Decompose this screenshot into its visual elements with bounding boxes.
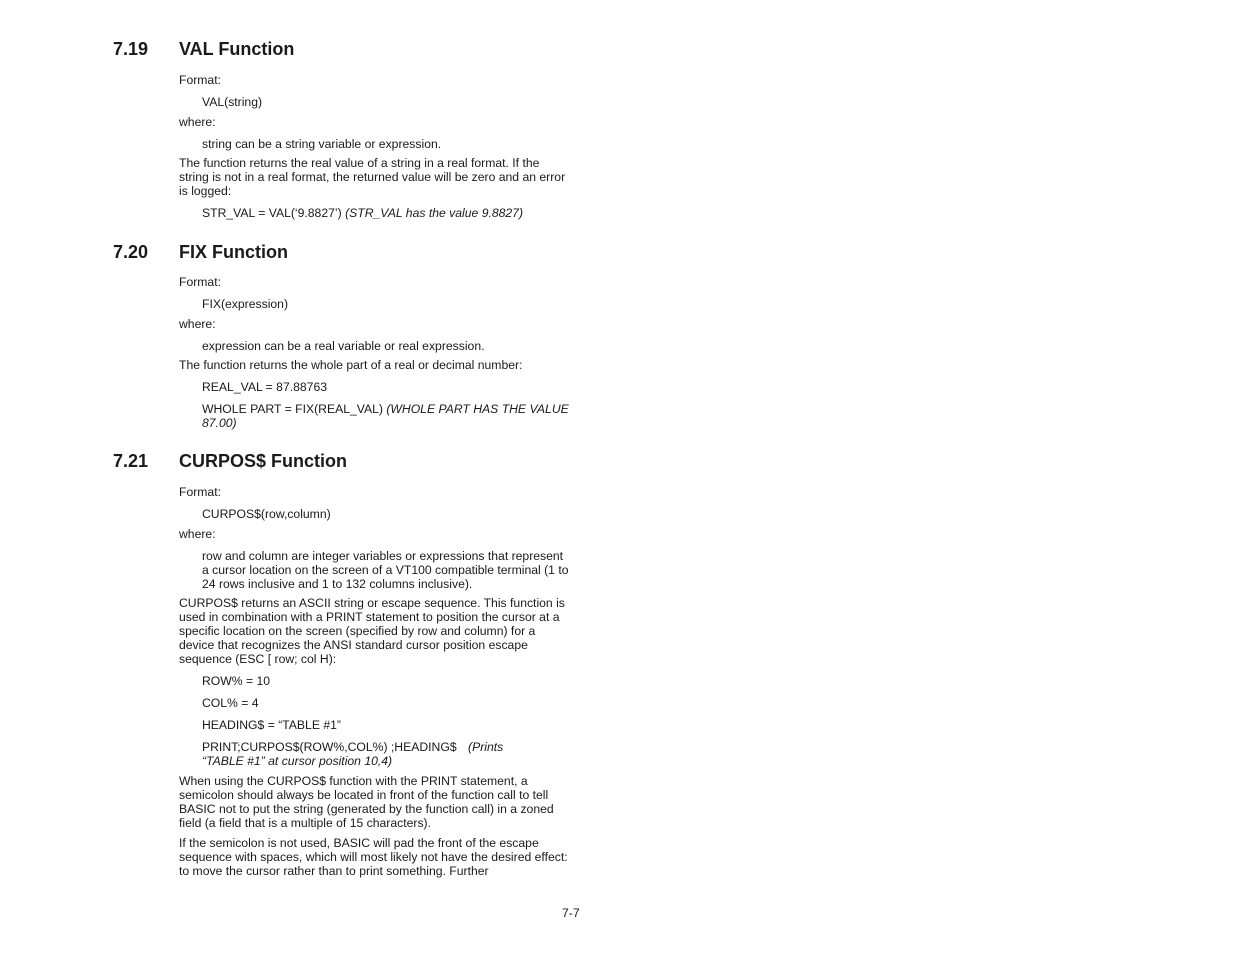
page-number: 7-7 (562, 906, 580, 920)
section-number: 7.19 (113, 39, 149, 59)
description-paragraph: CURPOS$ returns an ASCII string or escape sequence. This function is used in combination with a PRINT statement to position the cursor at a specific location on the screen (specified by row and column) for a device that recognizes the ANSI standard cursor position escape sequence (ESC [ row; col H): (179, 596, 565, 666)
example-line (202, 206, 523, 220)
example-line: REAL_VAL = 87.88763 (202, 380, 328, 394)
description-paragraph: The function returns the real value of a string in a real format. If the string is not in a real format, the returned value will be zero and an error is logged: (179, 156, 566, 198)
format-label: Format: (179, 275, 221, 289)
body-paragraph: If the semicolon is not used, BASIC will pad the front of the escape sequence with spaces, which will most likely not have the desired effect: to move the cursor rather than to print something. Further (179, 836, 568, 878)
example-comment: (STR_VAL has the value 9.8827) (345, 206, 524, 220)
format-label: Format: (179, 485, 221, 499)
example-code: WHOLE PART = FIX(REAL_VAL) (202, 402, 383, 416)
example-line: ROW% = 10 (202, 674, 271, 688)
example-line (202, 740, 522, 768)
example-code: PRINT;CURPOS$(ROW%,COL%) ;HEADING$ (202, 740, 457, 754)
body-paragraph: When using the CURPOS$ function with the PRINT statement, a semicolon should always be located in front of the function call to tell BASIC not to put the string (generated by the function call) in a zoned field (a field that is a multiple of 15 characters). (179, 774, 554, 830)
where-text: row and column are integer variables or expressions that represent a cursor location on the screen of a VT100 compatible terminal (1 to 24 rows inclusive and 1 to 132 columns inclusive). (202, 549, 569, 591)
example-code: STR_VAL = VAL(‘9.8827’) (202, 206, 342, 220)
section-number: 7.20 (113, 242, 149, 262)
description-paragraph: The function returns the whole part of a real or decimal number: (179, 358, 523, 372)
section-title: VAL Function (179, 39, 295, 59)
syntax-line: FIX(expression) (202, 297, 289, 311)
section-title: CURPOS$ Function (179, 451, 348, 471)
example-comment: (WHOLE PART HAS THE VALUE 87.00) (202, 402, 569, 430)
section-title: FIX Function (179, 242, 288, 262)
example-line: COL% = 4 (202, 696, 259, 710)
where-text: string can be a string variable or expression. (202, 137, 442, 151)
section-number: 7.21 (113, 451, 149, 471)
syntax-line: CURPOS$(row,column) (202, 507, 331, 521)
where-label: where: (179, 115, 216, 129)
format-label: Format: (179, 73, 221, 87)
syntax-line: VAL(string) (202, 95, 263, 109)
example-line: HEADING$ = “TABLE #1” (202, 718, 341, 732)
example-comment: (Prints “TABLE #1” at cursor position 10,4) (202, 740, 504, 768)
where-text: expression can be a real variable or real expression. (202, 339, 485, 353)
where-label: where: (179, 317, 216, 331)
where-label: where: (179, 527, 216, 541)
example-line (202, 402, 572, 430)
